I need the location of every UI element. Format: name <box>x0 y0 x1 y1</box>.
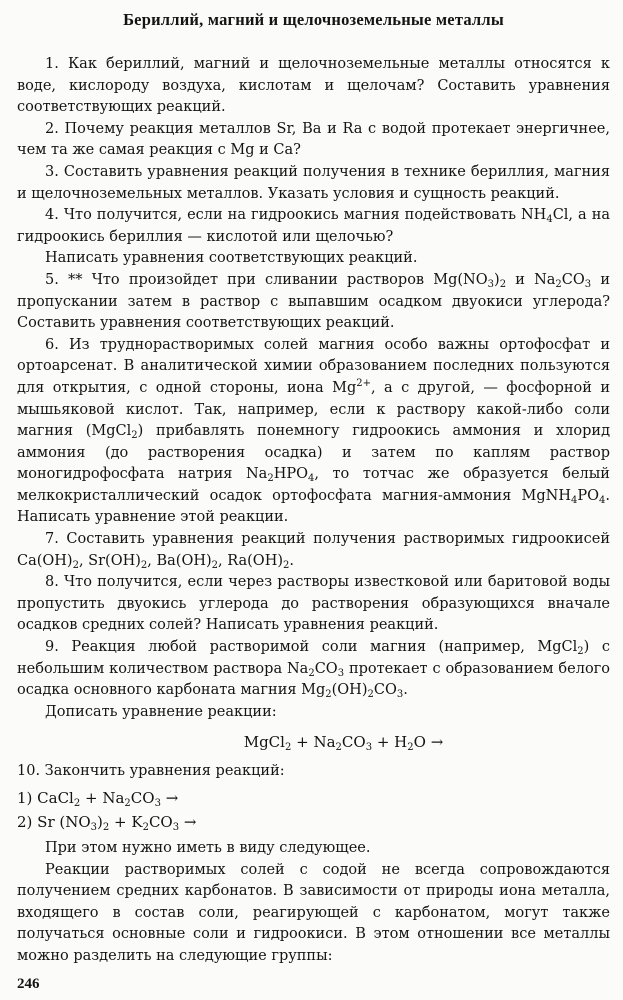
question-9: 9. Реакция любой растворимой соли магния (например, MgCl$_2$) с небольшим количеством раствора $Na_2CO_3$ протекает с образованием белого осадка основного карбоната магния $Mg_2(OH)_2CO_3$. <box>17 639 610 701</box>
equation-9: MgCl$_2$ + $Na_2CO_3 + H_2O$ → <box>243 733 444 754</box>
question-9-instruction: Дописать уравнение реакции: <box>45 703 277 720</box>
explanation-paragraph: Реакции растворимых солей с содой не всегда сопровождаются получением средних карбонатов. В зависимости от природы иона металла, входящего в состав соли, реагирующей с карбонатом, могут также получаться основные соли и гидроокиси. В этом отношении все металлы можно разделить на следующие группы: <box>17 861 610 964</box>
question-8: 8. Что получится, если через растворы известковой или баритовой воды пропустить двуокись углерода до растворения образующихся вначале осадков средних солей? Написать уравнения реакций. <box>17 574 610 634</box>
question-6: 6. Из труднорастворимых солей магния особо важны ортофосфат и ортоарсенат. В аналитической химии образованием последних пользуются для открытия, с одной стороны, иона $Mg^{2+}$, а с другой, — фосфорной и мышьяковой кислот. Так, например, если к раствору какой-либо соли магния (MgCl$_2$) прибавлять понемногу гидроокись аммония и хлорид аммония (до растворения осадка) и затем по каплям раствор моногидрофосфата натрия $Na_2HPO_4$, то тотчас же образуется белый мелкокристаллический осадок ортофосфата магния-аммония $MgNH_4PO_4$. Написать уравнение этой реакции. <box>17 336 611 526</box>
question-5: 5. ** Что произойдет при сливании растворов $Mg(NO_3)_2$ и $Na_2CO_3$ и пропускании затем в раствор с выпавшим осадком двуокиси углерода? Составить уравнения соответствующих реакций. <box>17 271 610 332</box>
page-number: 246 <box>17 976 40 992</box>
question-10: 10. Закончить уравнения реакций: <box>17 763 285 780</box>
question-1: 1. Как бериллий, магний и щелочноземельные металлы относятся к воде, кислороду воздуха, кислотам и щелочам? Составить уравнения соответствующих реакций. <box>17 56 610 116</box>
equation-10-2: 2) Sr $(NO_3)_2 + K_2CO_3$ → <box>17 813 197 833</box>
question-4: 4. Что получится, если на гидроокись магния подействовать $NH_4Cl$, а на гидроокись бериллия — кислотой или щелочью? <box>17 207 611 245</box>
question-2: 2. Почему реакция металлов Sr, Ba и Ra с водой протекает энергичнее, чем та же самая реакция с Mg и Ca? <box>17 120 610 159</box>
question-4-continuation: Написать уравнения соответствующих реакций. <box>45 250 418 267</box>
question-7: 7. Составить уравнения реакций получения растворимых гидроокисей $Ca(OH)_2$, $Sr(OH)_2$, $Ba(OH)_2$, $Ra(OH)_2$. <box>17 531 610 571</box>
note-line: При этом нужно иметь в виду следующее. <box>45 840 371 856</box>
question-3: 3. Составить уравнения реакций получения в технике бериллия, магния и щелочноземельных металлов. Указать условия и сущность реакций. <box>17 163 610 202</box>
equation-10-1: 1) CaCl$_2$ + $Na_2CO_3$ → <box>17 789 179 809</box>
section-title: Бериллий, магний и щелочноземельные металлы <box>123 10 504 29</box>
page-content <box>17 8 610 968</box>
